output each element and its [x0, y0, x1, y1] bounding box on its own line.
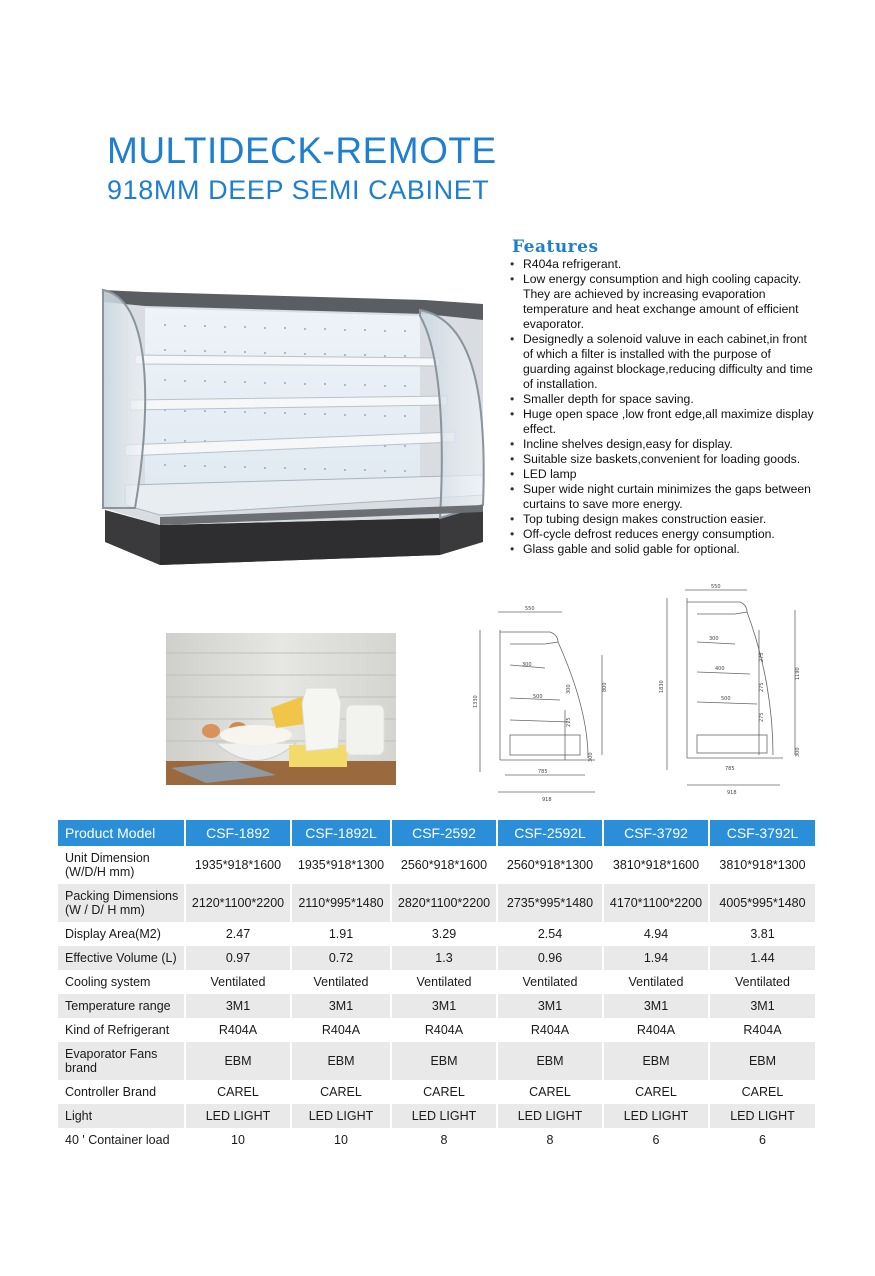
dim-label: 1330	[473, 695, 479, 708]
row-label: Evaporator Fans brand	[58, 1042, 186, 1080]
table-cell: CAREL	[292, 1080, 392, 1104]
feature-item: • Off-cycle defrost reduces energy consumption.	[509, 527, 819, 542]
table-cell: Ventilated	[186, 970, 292, 994]
row-label: Effective Volume (L)	[58, 946, 186, 970]
model-header: CSF-2592L	[498, 820, 604, 846]
feature-item: • Glass gable and solid gable for optional.	[509, 542, 819, 557]
table-cell: 6	[604, 1128, 710, 1152]
dim-label: 300	[795, 747, 801, 757]
features-list	[509, 257, 819, 557]
table-row	[58, 970, 817, 994]
table-cell: 1.91	[292, 922, 392, 946]
feature-item: • Low energy consumption and high cooling capacity. They are achieved by increasing evaporation temperature and heat exchange amount of efficient evaporator.	[509, 272, 819, 332]
table-cell: LED LIGHT	[292, 1104, 392, 1128]
model-header: CSF-1892L	[292, 820, 392, 846]
feature-item: • LED lamp	[509, 467, 819, 482]
table-cell: 1.3	[392, 946, 498, 970]
table-cell: EBM	[186, 1042, 292, 1080]
table-row	[58, 1128, 817, 1152]
table-row	[58, 1104, 817, 1128]
table-cell: 1935*918*1300	[292, 846, 392, 884]
dim-label: 300	[566, 684, 572, 694]
feature-item: • Smaller depth for space saving.	[509, 392, 819, 407]
table-cell: EBM	[292, 1042, 392, 1080]
dim-label: 918	[727, 790, 737, 796]
row-label: Cooling system	[58, 970, 186, 994]
table-cell: EBM	[392, 1042, 498, 1080]
table-cell: 3.29	[392, 922, 498, 946]
table-cell: 4005*995*1480	[710, 884, 817, 922]
dairy-photo	[166, 633, 396, 785]
features-heading: Features	[512, 237, 599, 257]
dim-label: 550	[525, 606, 535, 612]
table-cell: CAREL	[710, 1080, 817, 1104]
header-product-model: Product Model	[58, 820, 186, 846]
dim-label: 275	[566, 717, 572, 727]
model-header: CSF-2592	[392, 820, 498, 846]
table-row	[58, 884, 817, 922]
table-cell: 3.81	[710, 922, 817, 946]
dim-label: 275	[759, 682, 765, 692]
table-cell: 4170*1100*2200	[604, 884, 710, 922]
table-cell: 1935*918*1600	[186, 846, 292, 884]
table-cell: 8	[392, 1128, 498, 1152]
technical-drawing-right	[655, 580, 815, 805]
table-cell: LED LIGHT	[392, 1104, 498, 1128]
table-cell: 3M1	[604, 994, 710, 1018]
feature-item: • Incline shelves design,easy for display.	[509, 437, 819, 452]
table-cell: CAREL	[186, 1080, 292, 1104]
table-cell: 2110*995*1480	[292, 884, 392, 922]
cabinet-image	[95, 280, 490, 590]
table-cell: 2.54	[498, 922, 604, 946]
feature-item: • Super wide night curtain minimizes the gaps between curtains to save more energy.	[509, 482, 819, 512]
table-cell: 8	[498, 1128, 604, 1152]
dim-label: 1190	[795, 667, 801, 680]
table-cell: 6	[710, 1128, 817, 1152]
table-cell: 1.44	[710, 946, 817, 970]
table-cell: 4.94	[604, 922, 710, 946]
table-row	[58, 1018, 817, 1042]
table-cell: R404A	[498, 1018, 604, 1042]
table-cell: R404A	[604, 1018, 710, 1042]
row-label: Kind of Refrigerant	[58, 1018, 186, 1042]
feature-item: • Top tubing design makes construction easier.	[509, 512, 819, 527]
table-cell: 3810*918*1600	[604, 846, 710, 884]
row-label: 40 ' Container load	[58, 1128, 186, 1152]
table-cell: 0.72	[292, 946, 392, 970]
dim-label: 275	[759, 652, 765, 662]
table-cell: EBM	[604, 1042, 710, 1080]
row-label: Temperature range	[58, 994, 186, 1018]
table-cell: 2120*1100*2200	[186, 884, 292, 922]
dim-label: 300	[522, 662, 532, 668]
table-cell: Ventilated	[392, 970, 498, 994]
table-cell: 10	[186, 1128, 292, 1152]
table-cell: 3M1	[186, 994, 292, 1018]
table-row	[58, 846, 817, 884]
table-cell: LED LIGHT	[710, 1104, 817, 1128]
table-cell: Ventilated	[292, 970, 392, 994]
dim-label: 550	[711, 584, 721, 590]
table-cell: 2820*1100*2200	[392, 884, 498, 922]
feature-item: • Huge open space ,low front edge,all maximize display effect.	[509, 407, 819, 437]
table-cell: 3M1	[498, 994, 604, 1018]
table-cell: LED LIGHT	[186, 1104, 292, 1128]
table-row	[58, 1080, 817, 1104]
row-label: Display Area(M2)	[58, 922, 186, 946]
table-cell: Ventilated	[604, 970, 710, 994]
dim-label: 918	[542, 797, 552, 803]
dim-label: 785	[725, 766, 735, 772]
row-label: Controller Brand	[58, 1080, 186, 1104]
feature-item: • Suitable size baskets,convenient for loading goods.	[509, 452, 819, 467]
table-cell: CAREL	[392, 1080, 498, 1104]
table-cell: 0.97	[186, 946, 292, 970]
table-cell: Ventilated	[498, 970, 604, 994]
table-row	[58, 922, 817, 946]
table-cell: EBM	[710, 1042, 817, 1080]
dim-label: 275	[759, 712, 765, 722]
dim-label: 785	[538, 769, 548, 775]
model-header: CSF-3792	[604, 820, 710, 846]
table-cell: EBM	[498, 1042, 604, 1080]
table-cell: 2.47	[186, 922, 292, 946]
page-title: MULTIDECK-REMOTE	[107, 130, 497, 171]
table-cell: R404A	[186, 1018, 292, 1042]
table-cell: CAREL	[604, 1080, 710, 1104]
dim-label: 400	[715, 666, 725, 672]
feature-item: • Designedly a solenoid valuve in each cabinet,in front of which a filter is installed with the purpose of guarding against blockage,reducing difficulty and time of installation.	[509, 332, 819, 392]
table-cell: LED LIGHT	[498, 1104, 604, 1128]
table-cell: 3M1	[392, 994, 498, 1018]
dim-label: 500	[721, 696, 731, 702]
technical-drawing-left	[470, 600, 620, 810]
table-row	[58, 994, 817, 1018]
dim-label: 1830	[659, 680, 665, 693]
table-cell: 1.94	[604, 946, 710, 970]
table-row	[58, 946, 817, 970]
row-label: Packing Dimensions (W / D/ H mm)	[58, 884, 186, 922]
table-cell: 3810*918*1300	[710, 846, 817, 884]
table-cell: 0.96	[498, 946, 604, 970]
table-cell: 2560*918*1600	[392, 846, 498, 884]
dim-label: 500	[533, 694, 543, 700]
row-label: Light	[58, 1104, 186, 1128]
table-cell: R404A	[710, 1018, 817, 1042]
table-cell: 2560*918*1300	[498, 846, 604, 884]
table-cell: 3M1	[710, 994, 817, 1018]
model-header: CSF-3792L	[710, 820, 817, 846]
spec-header-row	[58, 820, 817, 846]
table-cell: 2735*995*1480	[498, 884, 604, 922]
table-cell: 3M1	[292, 994, 392, 1018]
table-cell: R404A	[292, 1018, 392, 1042]
dim-label: 300	[588, 752, 594, 762]
table-cell: 10	[292, 1128, 392, 1152]
model-header: CSF-1892	[186, 820, 292, 846]
feature-item: • R404a refrigerant.	[509, 257, 819, 272]
table-row	[58, 1042, 817, 1080]
spec-table	[58, 820, 817, 1152]
dim-label: 300	[709, 636, 719, 642]
table-cell: R404A	[392, 1018, 498, 1042]
table-cell: Ventilated	[710, 970, 817, 994]
table-cell: CAREL	[498, 1080, 604, 1104]
row-label: Unit Dimension (W/D/H mm)	[58, 846, 186, 884]
dim-label: 800	[602, 682, 608, 692]
page-subtitle: 918MM DEEP SEMI CABINET	[107, 175, 490, 205]
table-cell: LED LIGHT	[604, 1104, 710, 1128]
